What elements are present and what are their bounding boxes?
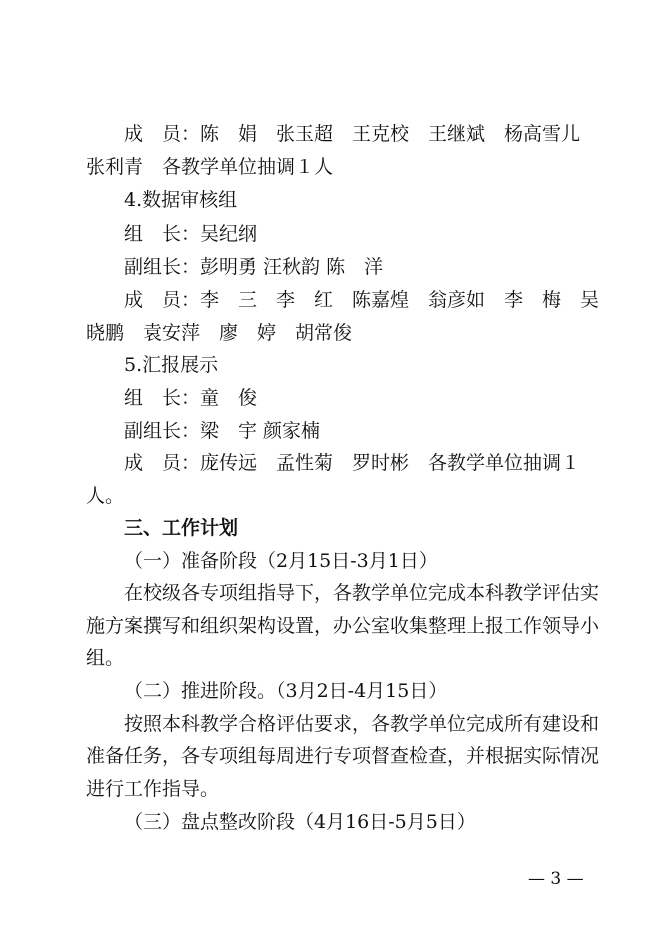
members-line-report: 成 员：庞传远 孟性菊 罗时彬 各教学单位抽调１	[124, 452, 581, 474]
leader-line-report: 组 长：童 俊	[124, 387, 258, 409]
members-line-1-cont: 张利青 各教学单位抽调１人	[86, 156, 334, 178]
stage-1-title: （一）准备阶段（2月15日-3月1日）	[124, 550, 438, 572]
stage-2-text-3: 进行工作指导。	[86, 778, 220, 800]
page-number: — 3 —	[528, 869, 584, 889]
stage-1-text-2: 施方案撰写和组织架构设置，办公室收集整理上报工作领导小	[86, 615, 600, 637]
deputy-line-report: 副组长：梁 宇 颜家楠	[124, 420, 321, 442]
stage-2-text-1: 按照本科教学合格评估要求，各教学单位完成所有建设和	[124, 713, 600, 735]
stage-1-text-1: 在校级各专项组指导下，各教学单位完成本科教学评估实	[124, 582, 600, 604]
leader-line-data-review: 组 长：吴纪纲	[124, 223, 258, 245]
stage-3-title: （三）盘点整改阶段（4月16日-5月5日）	[124, 811, 476, 833]
members-line-data-review-cont: 晓鹏 袁安萍 廖 婷 胡常俊	[86, 322, 353, 344]
section-report: 5.汇报展示	[124, 354, 219, 376]
members-line-data-review: 成 员：李 三 李 红 陈嘉煌 翁彦如 李 梅 吴	[124, 289, 600, 311]
members-line-1: 成 员：陈 娟 张玉超 王克校 王继斌 杨高雪儿	[124, 123, 581, 145]
members-line-report-cont: 人。	[86, 485, 125, 507]
stage-2-title: （二）推进阶段。（3月2日-4月15日）	[124, 680, 448, 702]
stage-1-text-3: 组。	[86, 647, 125, 669]
section-data-review: 4.数据审核组	[124, 189, 238, 211]
heading-work-plan: 三、工作计划	[124, 517, 239, 539]
stage-2-text-2: 准备任务，各专项组每周进行专项督查检查，并根据实际情况	[86, 745, 600, 767]
deputy-line-data-review: 副组长：彭明勇 汪秋韵 陈 洋	[124, 256, 384, 278]
